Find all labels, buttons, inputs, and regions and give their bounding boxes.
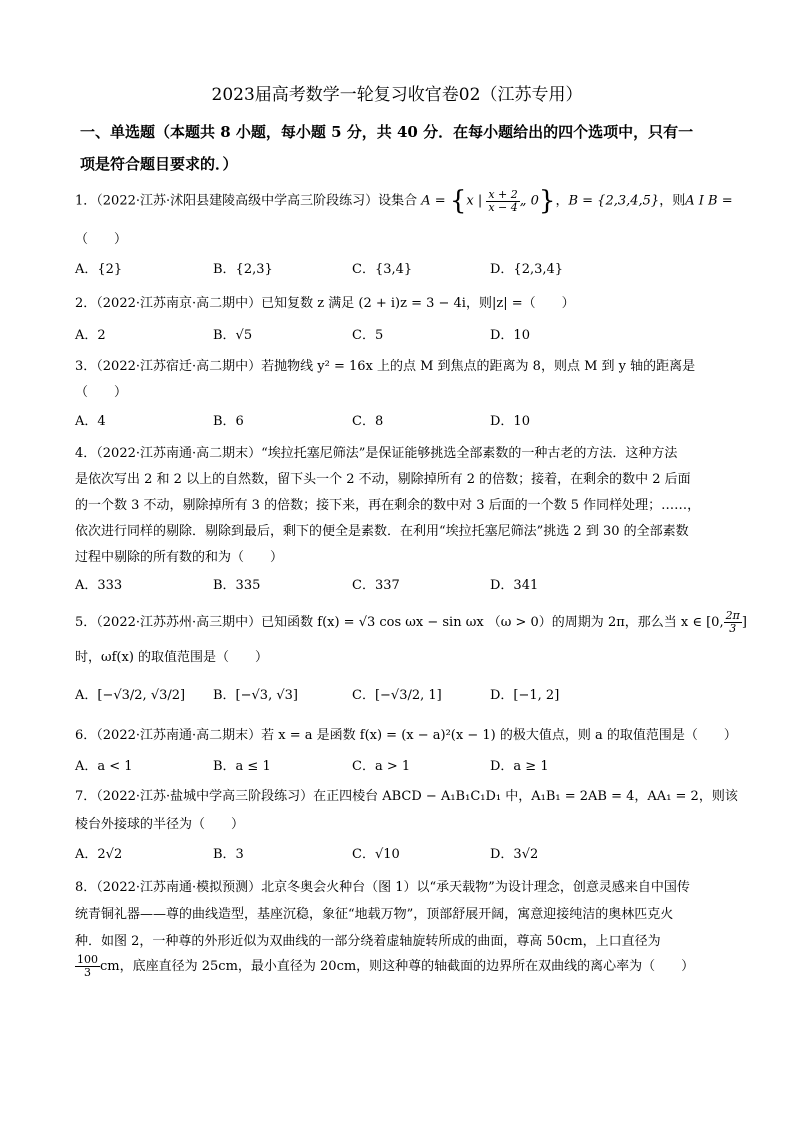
question-6-stem: 6．（2022·江苏南通·高二期末）若 x = a 是函数 f(x) = (x − a)²(x − 1) 的极大值点，则 a 的取值范围是（ ） — [75, 728, 737, 743]
set-b: B = {2,3,4,5} — [568, 193, 660, 209]
left-brace: { — [449, 186, 467, 216]
set-a-var: x | — [466, 193, 487, 209]
q1-option-d[interactable]: D．{2,3,4} — [490, 262, 564, 277]
fraction-denominator: 3 — [84, 966, 91, 979]
question-5-line-2: 时，ωf(x) 的取值范围是（ ） — [75, 650, 269, 665]
question-4-line-5: 过程中剔除的所有数的和为（ ） — [75, 550, 284, 565]
question-8-line-4 — [75, 954, 694, 979]
diameter-fraction — [75, 954, 100, 979]
q2-option-c[interactable]: C．5 — [352, 328, 384, 343]
interval-fraction — [724, 610, 742, 635]
q5-option-d[interactable]: D．[−1, 2] — [490, 688, 560, 703]
question-4-line-3: 的一个数 3 不动，剔除掉所有 3 的倍数；接下来，再在剩余的数中对 3 后面的一个数 5 作同样处理；……， — [75, 498, 701, 513]
set-a-fraction — [486, 189, 519, 214]
fraction-numerator: 2π — [725, 609, 740, 622]
q2-option-b[interactable]: B．√5 — [213, 328, 253, 343]
question-8-line-3: 种．如图 2，一种尊的外形近似为双曲线的一部分绕着虚轴旋转所成的曲面，尊高 50cm，上口直径为 — [75, 934, 661, 949]
q7-option-d[interactable]: D．3√2 — [490, 847, 539, 862]
q1-option-a[interactable]: A．{2} — [75, 262, 123, 277]
q7-option-a[interactable]: A．2√2 — [75, 847, 123, 862]
q5-option-b[interactable]: B．[−√3, √3] — [213, 688, 298, 703]
question-1-stem — [75, 186, 733, 216]
question-4-line-2: 是依次写出 2 和 2 以上的自然数，留下头一个 2 不动，剔除掉所有 2 的倍数；接着，在剩余的数中 2 后面 — [75, 472, 691, 487]
question-7-stem: 7．（2022·江苏·盐城中学高三阶段练习）在正四棱台 ABCD − A₁B₁C₁D₁ 中，A₁B₁ = 2AB = 4，AA₁ = 2，则该 — [75, 789, 738, 804]
q5-option-c[interactable]: C．[−√3/2, 1] — [352, 688, 442, 703]
set-a-label: A = — [421, 193, 450, 209]
q1-option-b[interactable]: B．{2,3} — [213, 262, 273, 277]
q2-option-a[interactable]: A．2 — [75, 328, 106, 343]
question-1-text: 1．（2022·江苏·沭阳县建陵高级中学高三阶段练习）设集合 — [75, 193, 418, 209]
q7-option-c[interactable]: C．√10 — [352, 847, 400, 862]
q6-option-c[interactable]: C．a > 1 — [352, 759, 411, 774]
section-header-line-1: 一、单选题（本题共 8 小题，每小题 5 分，共 40 分．在每小题给出的四个选项中，只有一 — [80, 123, 694, 141]
q7-option-b[interactable]: B．3 — [213, 847, 244, 862]
question-4-line-4: 依次进行同样的剔除．剔除到最后，剩下的便全是素数．在利用“埃拉托塞尼筛法”挑选 2 到 30 的全部素数 — [75, 524, 689, 539]
question-1-then: ，则 — [659, 193, 686, 209]
q3-option-c[interactable]: C．8 — [352, 414, 384, 429]
q4-option-a[interactable]: A．333 — [75, 578, 123, 593]
question-3-paren: （ ） — [75, 385, 128, 400]
right-brace: } — [538, 186, 556, 216]
comma: ， — [555, 193, 569, 209]
question-4-line-1: 4．（2022·江苏南通·高二期末）“埃拉托塞尼筛法”是保证能够挑选全部素数的一种古老的方法．这种方法 — [75, 446, 678, 461]
q6-option-a[interactable]: A．a < 1 — [75, 759, 133, 774]
section-header-line-2: 项是符合题目要求的．） — [80, 155, 238, 173]
section-header — [80, 116, 720, 180]
q2-option-d[interactable]: D．10 — [490, 328, 530, 343]
q6-option-d[interactable]: D．a ≥ 1 — [490, 759, 549, 774]
intersection-expr: A I B = — [685, 193, 733, 209]
q3-option-d[interactable]: D．10 — [490, 414, 530, 429]
page-title: 2023届高考数学一轮复习收官卷02（江苏专用） — [211, 85, 583, 105]
question-8-line-1: 8．（2022·江苏南通·模拟预测）北京冬奥会火种台（图 1）以“承天载物”为设计理念，创意灵感来自中国传 — [75, 880, 690, 895]
q5-option-a[interactable]: A．[−√3/2, √3/2] — [75, 688, 186, 703]
set-a-condition: „ 0 — [519, 193, 539, 209]
fraction-numerator: 100 — [77, 953, 98, 966]
fraction-denominator: 3 — [729, 622, 737, 635]
q3-option-b[interactable]: B．6 — [213, 414, 244, 429]
question-1-paren: （ ） — [75, 232, 128, 247]
question-8-line-2: 统青铜礼器——尊的曲线造型，基座沉稳，象征“地载万物”，顶部舒展开阔，寓意迎接纯洁的奥林匹克火 — [75, 907, 674, 922]
q1-option-c[interactable]: C．{3,4} — [352, 262, 413, 277]
question-5-text: 5．（2022·江苏苏州·高三期中）已知函数 f(x) = √3 cos ωx − sin ωx （ω > 0）的周期为 2π，那么当 x ∈ [0, — [75, 615, 724, 630]
q4-option-c[interactable]: C．337 — [352, 578, 400, 593]
question-3-stem: 3．（2022·江苏宿迁·高二期中）若抛物线 y² = 16x 上的点 M 到焦点的距离为 8，则点 M 到 y 轴的距离是 — [75, 359, 696, 374]
interval-close: ] — [741, 615, 747, 630]
question-2-stem: 2．（2022·江苏南京·高二期中）已知复数 z 满足 (2 + i)z = 3 − 4i，则|z| =（ ） — [75, 296, 575, 311]
q3-option-a[interactable]: A．4 — [75, 414, 106, 429]
q4-option-b[interactable]: B．335 — [213, 578, 261, 593]
question-8-last-text: cm，底座直径为 25cm，最小直径为 20cm，则这种尊的轴截面的边界所在双曲线的离心率为（ ） — [100, 959, 695, 974]
question-5-stem — [75, 610, 747, 635]
q4-option-d[interactable]: D．341 — [490, 578, 539, 593]
fraction-numerator: x + 2 — [488, 187, 518, 201]
fraction-denominator: x − 4 — [488, 200, 518, 214]
q6-option-b[interactable]: B．a ≤ 1 — [213, 759, 271, 774]
question-7-line-2: 棱台外接球的半径为（ ） — [75, 817, 245, 832]
